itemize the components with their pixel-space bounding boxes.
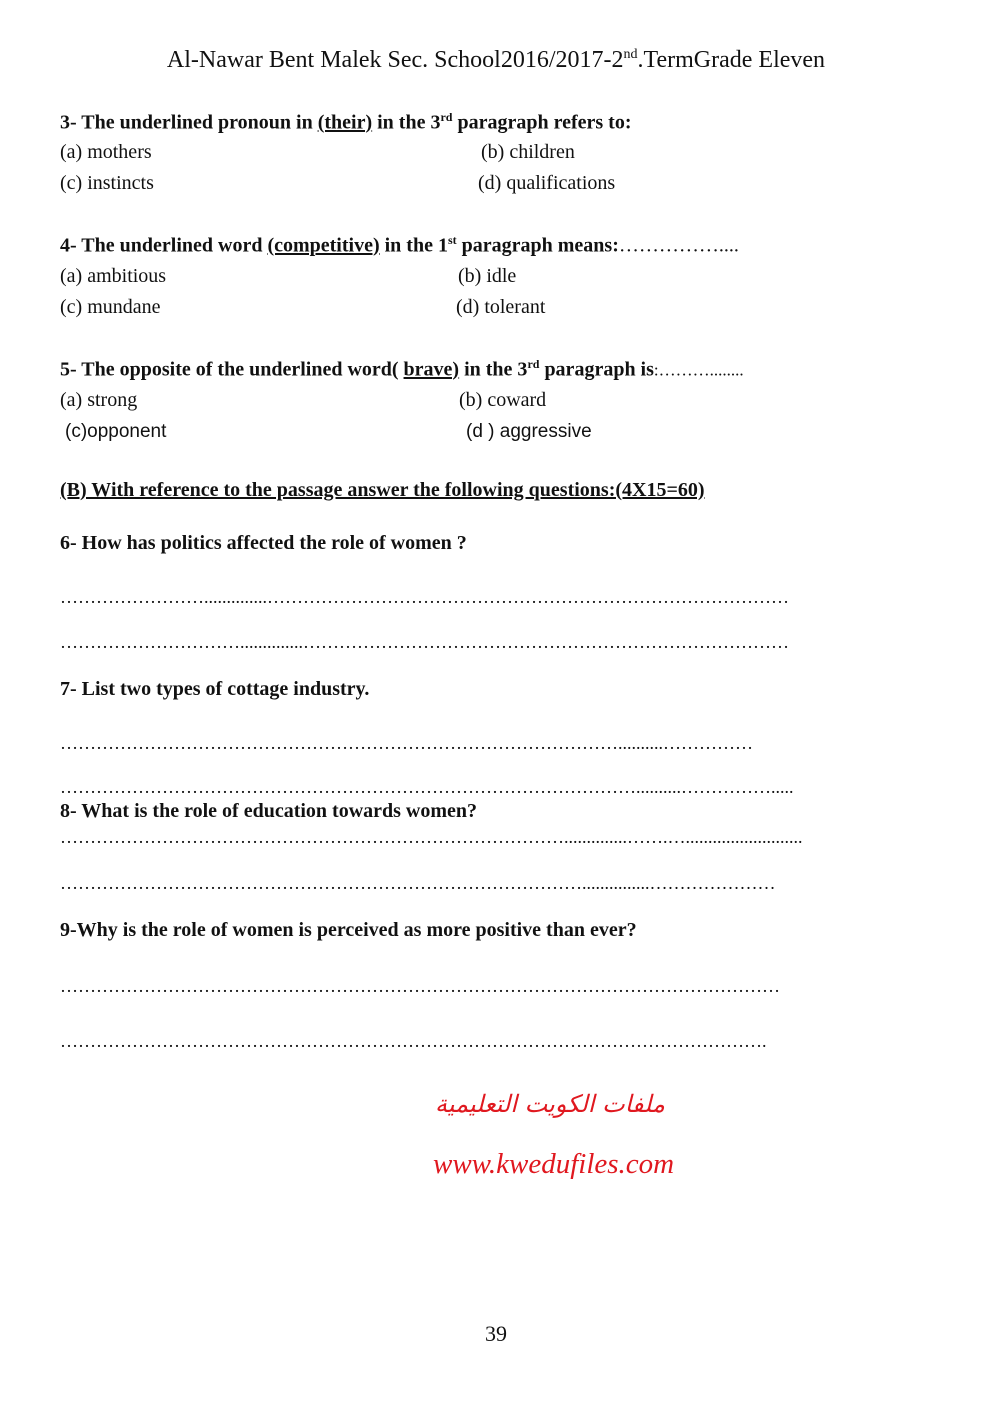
header-sup: nd — [623, 47, 638, 62]
question-4-sup: st — [447, 233, 457, 247]
question-4-number: 4 — [60, 234, 70, 257]
question-3 — [60, 110, 632, 135]
q6-answer-line-1: ……………………..............…………………………………………………………………………… — [60, 587, 789, 607]
question-5-number: 5 — [60, 358, 70, 381]
question-5-trail: :………........ — [653, 360, 744, 380]
question-3-text-b: in the 3 — [372, 111, 441, 134]
q4-option-b: (b) idle — [458, 265, 517, 287]
watermark-arabic: ملفات الكويت التعليمية — [435, 1090, 665, 1118]
q4-option-c: (c) mundane — [60, 296, 161, 318]
question-4-text-a: - The underlined word — [70, 234, 268, 257]
q8-answer-line-1: …………………………………………………………………………..............…….….......................... — [60, 827, 803, 847]
question-4-text-c: paragraph means: — [456, 234, 619, 257]
header-suffix: .TermGrade Eleven — [637, 47, 826, 73]
q5-option-b: (b) coward — [459, 389, 547, 411]
header-prefix: Al-Nawar Bent Malek Sec. School2016/2017-2 — [166, 47, 624, 73]
question-3-text-c: paragraph refers to: — [452, 111, 632, 134]
q3-option-c: (c) instincts — [60, 172, 154, 194]
question-3-number: 3 — [60, 111, 70, 134]
question-4-trail: …………….... — [618, 234, 739, 257]
question-4-text-b: in the 1 — [379, 234, 448, 257]
question-5-text-c: paragraph is — [539, 358, 654, 381]
q3-option-d: (d) qualifications — [478, 172, 616, 194]
question-9: 9-Why is the role of women is perceived as more positive than ever? — [60, 919, 637, 941]
q3-option-a: (a) mothers — [60, 141, 152, 163]
question-5-text-b: in the 3 — [459, 358, 528, 381]
question-3-sup: rd — [440, 110, 453, 124]
question-5 — [60, 357, 744, 382]
q4-option-a: (a) ambitious — [60, 265, 167, 287]
question-4-underlined-word: (competitive) — [267, 234, 380, 257]
q5-option-a: (a) strong — [60, 389, 138, 411]
watermark-url: www.kwedufiles.com — [433, 1148, 675, 1180]
q9-answer-line-2: ………………………………………………………………………………………………………. — [60, 1031, 767, 1051]
q9-answer-line-1: ………………………………………………………………………………………………………… — [60, 976, 780, 996]
q5-option-c: (c)opponent — [65, 421, 167, 442]
question-3-text-a: - The underlined pronoun in — [70, 111, 318, 134]
page-number: 39 — [485, 1321, 507, 1346]
question-8: 8- What is the role of education towards women? — [60, 800, 478, 822]
q7-answer-line-1: …………………………………………………………………………………..........…………… — [60, 733, 753, 753]
q7-answer-line-2: ……………………………………………………………………………………..........……………..... — [60, 777, 794, 797]
question-4 — [60, 233, 739, 258]
q8-answer-line-2: ……………………………………………………………………………...............………………… — [60, 873, 776, 893]
question-5-text-a: - The opposite of the underlined word( — [70, 358, 404, 381]
q6-answer-line-2: …………………………..............……………………………………………………………………… — [60, 632, 789, 652]
question-7: 7- List two types of cottage industry. — [60, 678, 370, 700]
q3-option-b: (b) children — [481, 141, 575, 163]
question-3-underlined-word: (their) — [317, 111, 373, 134]
question-6: 6- How has politics affected the role of women ? — [60, 532, 467, 554]
q5-option-d: (d ) aggressive — [466, 421, 592, 442]
q4-option-d: (d) tolerant — [456, 296, 546, 318]
section-b-heading: (B) With reference to the passage answer the following questions:(4X15=60) — [60, 479, 705, 501]
question-5-sup: rd — [527, 357, 540, 371]
page-header — [0, 47, 992, 74]
question-5-underlined-word: brave) — [403, 358, 460, 381]
